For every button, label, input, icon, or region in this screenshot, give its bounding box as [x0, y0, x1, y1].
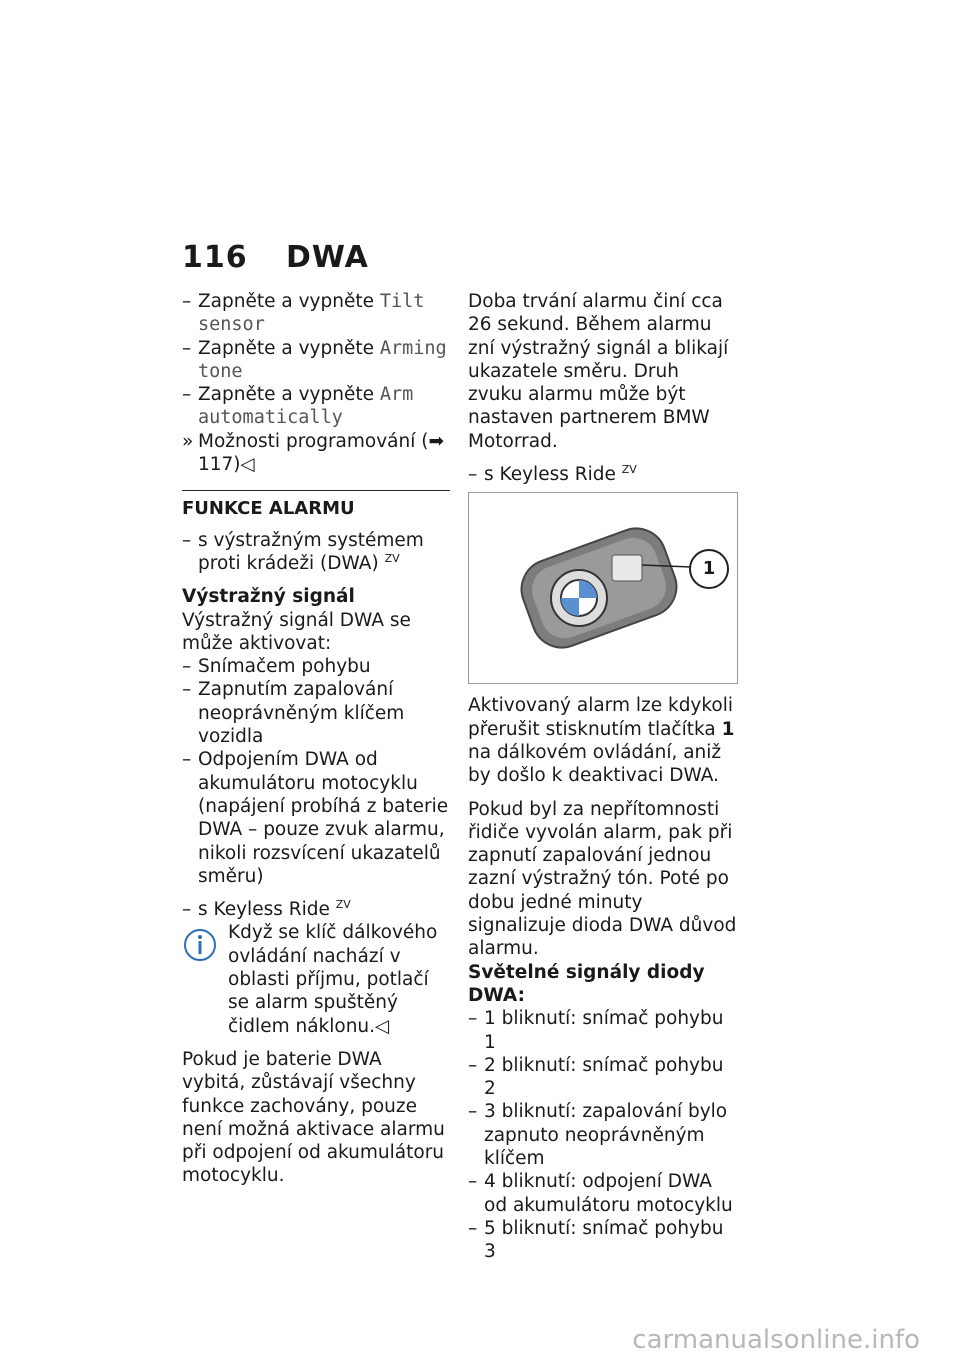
paragraph: Výstražný signál DWA se může aktivovat: [182, 609, 411, 654]
page-number: 116 [182, 240, 248, 275]
list-item: – 2 bliknutí: snímač pohybu 2 [468, 1054, 724, 1100]
list-item: – Odpojením DWA od akumulátoru motocyklu (napájení probíhá z baterie DWA – pouze zvuk alarmu, nikoli rozsvícení ukazatelů směru) [182, 749, 449, 887]
key-fob-figure [468, 492, 738, 684]
option-line: – s Keyless Ride $^{ZV}$ [468, 462, 637, 486]
key-fob-illustration [469, 493, 737, 683]
cross-reference[interactable]: » Možnosti programování (➡ 117)◁ [182, 430, 444, 476]
chevron-right-icon: » [182, 430, 194, 452]
option-line: – s výstražným systémem proti krádeži (DWA) $^{ZV}$ [182, 529, 424, 574]
section-title: FUNKCE ALARMU [182, 490, 450, 520]
paragraph: Pokud byl za nepřítomnosti řidiče vyvolán alarm, pak při zapnutí zapalování jednou zazní výstražný tón. Poté po dobu jedné minuty signalizuje dioda DWA důvod alarmu. [468, 798, 737, 960]
paragraph: Aktivovaný alarm lze kdykoli přerušit stisknutím tlačítka 1 na dálkovém ovládání, aniž by došlo k deaktivaci DWA. [468, 695, 735, 787]
list-item: – 3 bliknutí: zapalování bylo zapnuto neoprávněným klíčem [468, 1101, 728, 1170]
right-column [468, 290, 738, 1264]
info-note: Když se klíč dálkového ovládání nachází v oblasti příjmu, potlačí se alarm spuštěný čidlem náklonu.◁ [182, 921, 450, 1037]
list-item: – Snímačem pohybu [182, 656, 371, 678]
callout-1: 1 [689, 549, 729, 589]
list-item: – 1 bliknutí: snímač pohybu 1 [468, 1008, 724, 1053]
list-item: – Zapněte a vypněte Tilt sensor [182, 291, 425, 336]
list-item: – Zapněte a vypněte Arming tone [182, 337, 447, 382]
watermark: carmanualsonline.info [632, 1325, 920, 1355]
subsection-title: Světelné signály diody DWA: [468, 961, 705, 1006]
page-header [182, 240, 369, 275]
paragraph: Pokud je baterie DWA vybitá, zůstávají všechny funkce zachovány, pouze není možná aktivace alarmu při odpojení od akumulátoru motocyklu. [182, 1048, 445, 1187]
paragraph: Doba trvání alarmu činí cca 26 sekund. Během alarmu zní výstražný signál a blikají ukazatele směru. Druh zvuku alarmu může být nastaven partnerem BMW Motorrad. [468, 291, 729, 452]
list-item: – 5 bliknutí: snímač pohybu 3 [468, 1217, 724, 1263]
end-mark-icon: ◁ [375, 1015, 390, 1037]
list-item: – Zapněte a vypněte Arm automatically [182, 384, 414, 429]
list-item: – Zapnutím zapalování neoprávněným klíčem vozidla [182, 679, 405, 748]
chapter-title: DWA [286, 240, 369, 275]
list-item: – 4 bliknutí: odpojení DWA od akumulátoru motocyklu [468, 1171, 733, 1216]
left-column [182, 290, 450, 1188]
subsection-title: Výstražný signál [182, 586, 355, 608]
arrow-right-icon: ➡ [428, 430, 444, 452]
info-icon [182, 927, 218, 963]
option-line: – s Keyless Ride $^{ZV}$ [182, 897, 351, 921]
end-mark-icon: ◁ [240, 454, 255, 476]
